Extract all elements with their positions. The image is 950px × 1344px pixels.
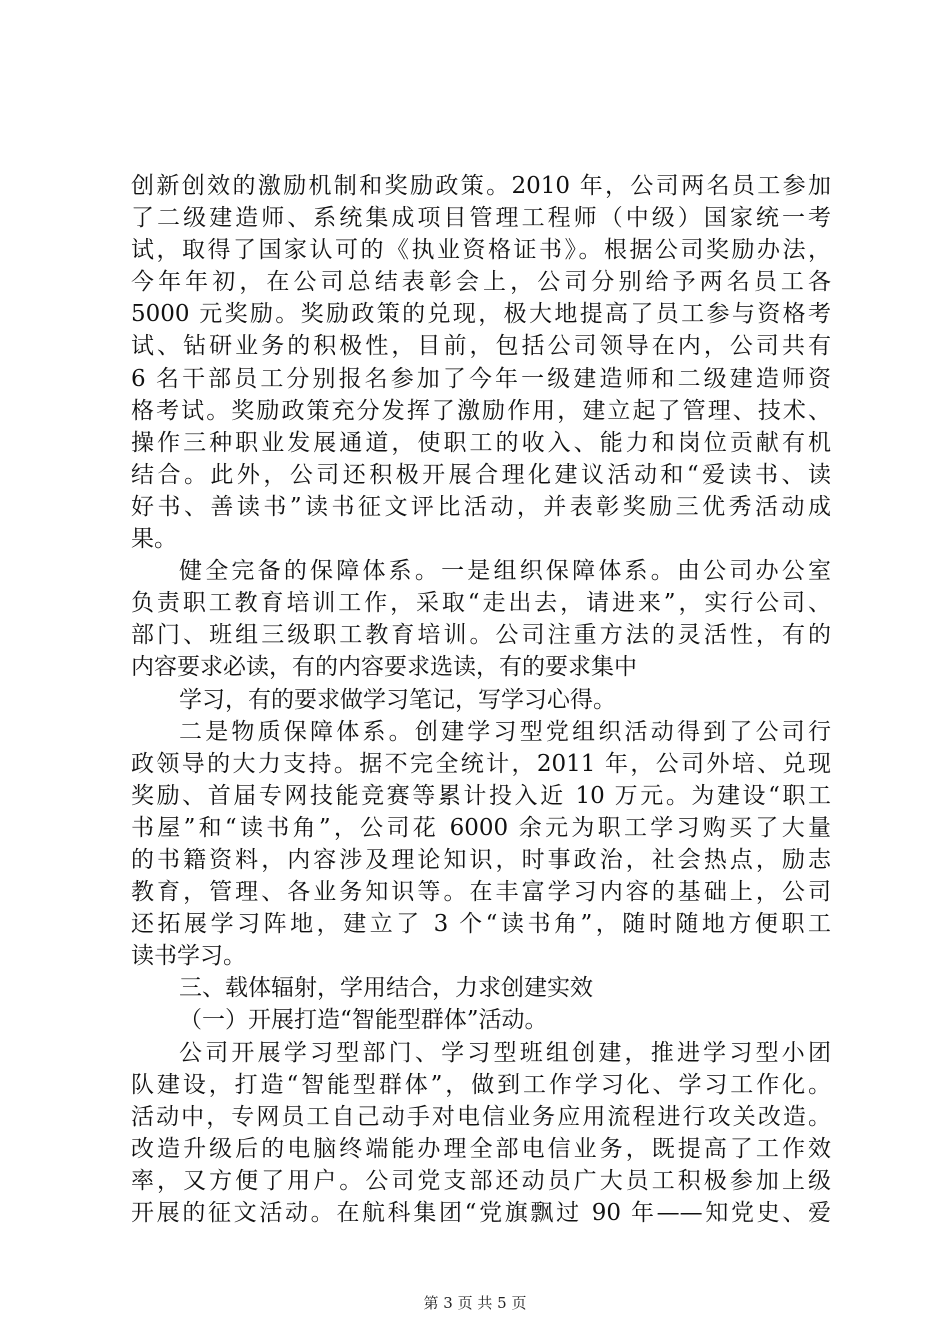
document-body	[131, 170, 831, 1229]
text-line: 政领导的大力支持。据不完全统计，2011 年，公司外培、兑现	[131, 750, 831, 777]
page-footer: 第 3 页 共 5 页	[423, 1294, 527, 1312]
text-line: 5000 元奖励。奖励政策的兑现，极大地提高了员工参与资格考	[131, 301, 831, 328]
text-line: 公司开展学习型部门、学习型班组创建，推进学习型小团	[179, 1039, 831, 1066]
text-line: 今年年初，在公司总结表彰会上，公司分别给予两名员工各	[131, 269, 831, 296]
text-line: 负责职工教育培训工作，采取“走出去，请进来”，实行公司、	[131, 590, 831, 617]
text-line: 试，取得了国家认可的《执业资格证书》。根据公司奖励办法，	[131, 237, 831, 264]
text-line: 健全完备的保障体系。一是组织保障体系。由公司办公室	[179, 558, 831, 585]
text-line: 读书学习。	[131, 943, 246, 970]
text-line: 学习，有的要求做学习笔记，写学习心得。	[179, 686, 616, 713]
text-line: 操作三种职业发展通道，使职工的收入、能力和岗位贡献有机	[131, 429, 831, 456]
text-line: 率，又方便了用户。公司党支部还动员广大员工积极参加上级	[131, 1167, 831, 1194]
text-line: 三、载体辐射，学用结合，力求创建实效	[179, 975, 593, 1002]
text-line: 了二级建造师、系统集成项目管理工程师（中级）国家统一考	[131, 205, 831, 232]
text-line: 活动中，专网员工自己动手对电信业务应用流程进行攻关改造。	[131, 1103, 831, 1130]
text-line: 改造升级后的电脑终端能办理全部电信业务，既提高了工作效	[131, 1135, 831, 1162]
text-line: 教育，管理、各业务知识等。在丰富学习内容的基础上，公司	[131, 879, 831, 906]
text-line: 试、钻研业务的积极性，目前，包括公司领导在内，公司共有	[131, 333, 831, 360]
text-line: 格考试。奖励政策充分发挥了激励作用，建立起了管理、技术、	[131, 397, 831, 424]
text-line: 二是物质保障体系。创建学习型党组织活动得到了公司行	[179, 718, 831, 745]
text-line: 开展的征文活动。在航科集团“党旗飘过 90 年——知党史、爱	[131, 1200, 831, 1226]
text-line: 部门、班组三级职工教育培训。公司注重方法的灵活性，有的	[131, 622, 831, 649]
text-line: （一）开展打造“智能型群体”活动。	[179, 1007, 548, 1034]
text-line: 书屋”和“读书角”，公司花 6000 余元为职工学习购买了大量	[131, 814, 831, 841]
text-line: 果。	[131, 526, 177, 553]
text-line: 奖励、首届专网技能竞赛等累计投入近 10 万元。为建设“职工	[131, 782, 831, 809]
text-line: 创新创效的激励机制和奖励政策。2010 年，公司两名员工参加	[131, 173, 831, 199]
text-line: 好书、善读书”读书征文评比活动，并表彰奖励三优秀活动成	[131, 493, 831, 520]
text-line: 的书籍资料，内容涉及理论知识，时事政治，社会热点，励志	[131, 846, 831, 873]
text-line: 内容要求必读，有的内容要求选读，有的要求集中	[131, 654, 637, 681]
text-line: 结合。此外，公司还积极开展合理化建议活动和“爱读书、读	[131, 461, 831, 488]
text-line: 6 名干部员工分别报名参加了今年一级建造师和二级建造师资	[131, 365, 831, 392]
text-line: 队建设，打造“智能型群体”，做到工作学习化、学习工作化。	[131, 1071, 831, 1098]
text-line: 还拓展学习阵地，建立了 3 个“读书角”，随时随地方便职工	[131, 911, 831, 938]
